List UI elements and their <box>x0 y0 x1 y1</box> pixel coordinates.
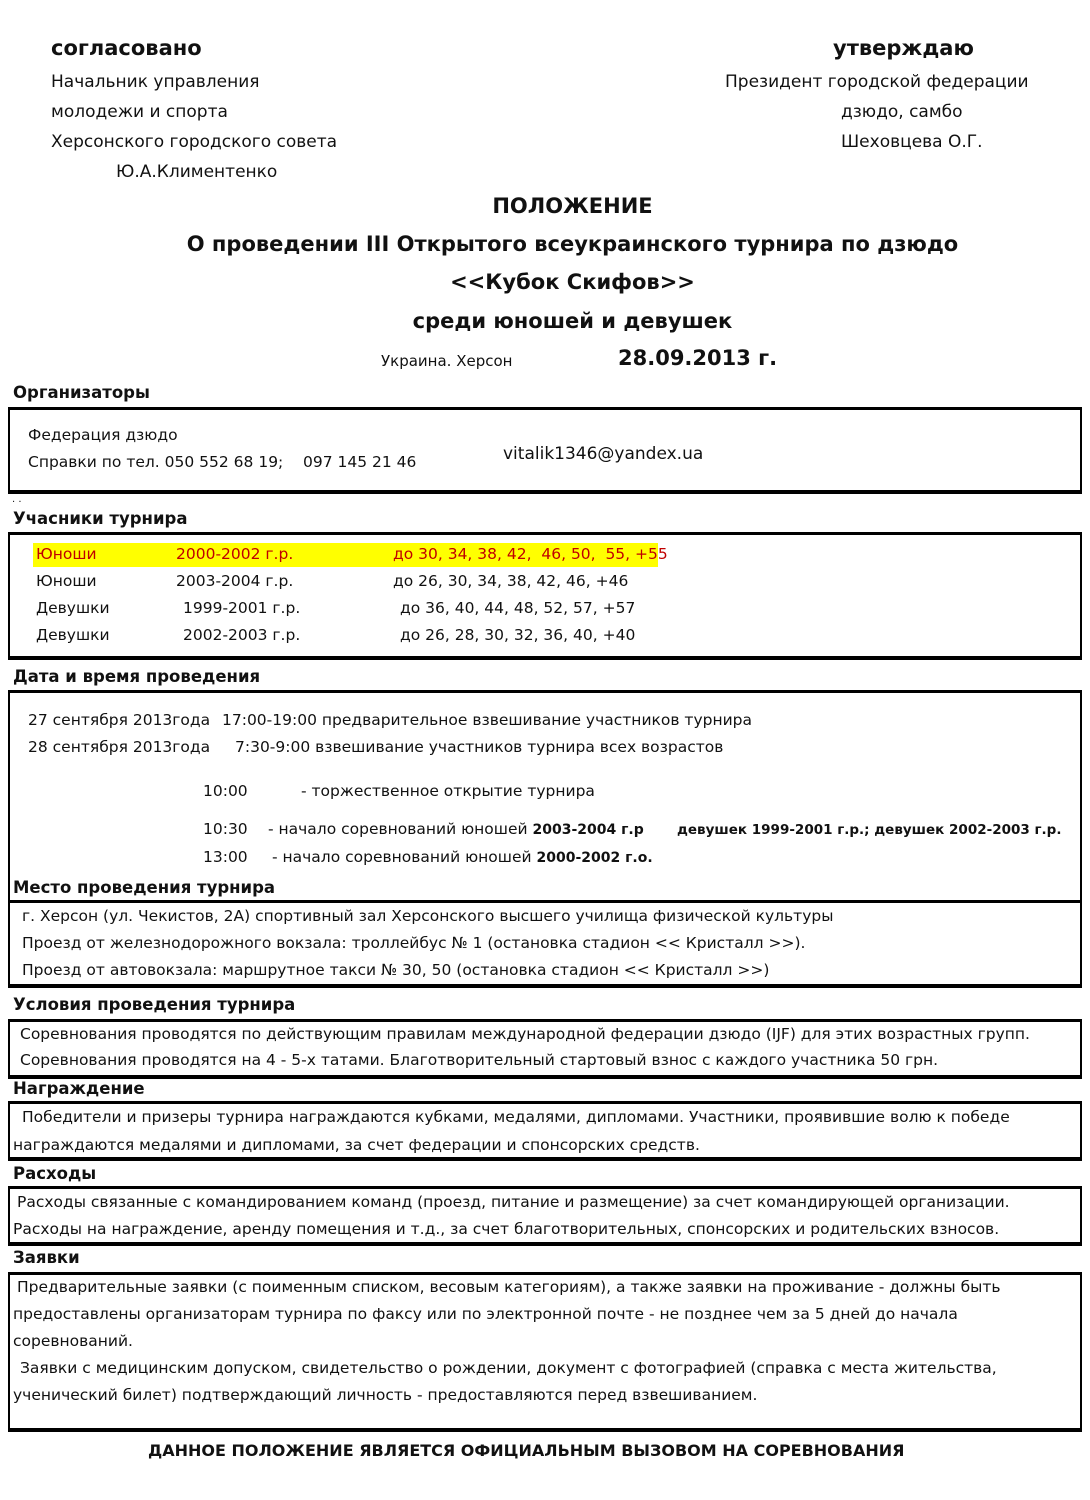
conditions-line: Соревнования проводятся на 4 - 5-х татами. Благотворительный стартовый взнос с каждого участника 50 грн. <box>20 1051 939 1069</box>
participant-years: 2003-2004 г.р. <box>176 572 294 590</box>
participant-years: 1999-2001 г.р. <box>183 599 301 617</box>
section-heading-venue: Место проведения турнира <box>13 878 276 897</box>
section-heading-conditions: Условия проведения турнира <box>13 995 296 1014</box>
agreed-line: молодежи и спорта <box>51 102 228 122</box>
schedule-day2-date: 28 сентября 2013года <box>28 738 211 756</box>
participant-weights: до 26, 30, 34, 38, 42, 46, +46 <box>393 572 629 590</box>
event-text-bold: 2003-2004 г.р <box>532 822 644 838</box>
approve-line: дзюдо, самбо <box>841 102 963 122</box>
event-time: 10:30 <box>203 820 248 838</box>
section-heading-expenses: Расходы <box>13 1164 97 1183</box>
approve-line: Президент городской федерации <box>725 72 1029 92</box>
title-line: ПОЛОЖЕНИЕ <box>492 194 653 218</box>
venue-line: Проезд от автовокзала: маршрутное такси № 30, 50 (остановка стадион << Кристалл >>) <box>22 961 770 979</box>
participant-years: 2002-2003 г.р. <box>183 626 301 644</box>
schedule-day1-date: 27 сентября 2013года <box>28 711 211 729</box>
event-extra: девушек 1999-2001 г.р.; девушек 2002-2003 г.р. <box>677 822 1062 838</box>
section-heading-applications: Заявки <box>13 1248 80 1267</box>
applications-line: Предварительные заявки (с поименным списком, весовым категориям), а также заявки на проживание - должны быть <box>17 1278 1001 1296</box>
section-heading-schedule: Дата и время проведения <box>13 667 261 686</box>
event-text-main: - начало соревнований юношей <box>272 848 537 866</box>
participant-weights: до 36, 40, 44, 48, 52, 57, +57 <box>400 599 636 617</box>
participant-weights: до 30, 34, 38, 42, 46, 50, 55, +55 <box>393 545 668 563</box>
title-line: О проведении III Открытого всеукраинского турнира по дзюдо <box>186 232 959 256</box>
title-line: <<Кубок Скифов>> <box>450 270 695 294</box>
agreed-line: Начальник управления <box>51 72 260 92</box>
official-call-footer: ДАННОЕ ПОЛОЖЕНИЕ ЯВЛЯЕТСЯ ОФИЦИАЛЬНЫМ ВЫЗОВОМ НА СОРЕВНОВАНИЯ <box>148 1441 905 1460</box>
applications-line: соревнований. <box>13 1332 133 1350</box>
event-text: - торжественное открытие турнира <box>301 782 595 800</box>
participant-years: 2000-2002 г.р. <box>176 545 294 563</box>
agreed-label: согласовано <box>51 36 202 60</box>
section-heading-organizers: Организаторы <box>13 383 150 402</box>
title-date: 28.09.2013 г. <box>618 346 778 370</box>
participant-group: Юноши <box>36 572 97 590</box>
title-place: Украина. Херсон <box>381 352 513 370</box>
stray-dots: . . <box>12 494 22 505</box>
applications-line: ученический билет) подтверждающий личность - предоставляются перед взвешиванием. <box>13 1386 758 1404</box>
event-text <box>272 848 653 866</box>
expenses-line: Расходы на награждение, аренду помещения и т.д., за счет благотворительных, спонсорских и родительских взносов. <box>13 1220 1000 1238</box>
venue-line: Проезд от железнодорожного вокзала: троллейбус № 1 (остановка стадион << Кристалл >>). <box>22 934 806 952</box>
approve-label: утверждаю <box>833 36 974 60</box>
title-line: среди юношей и девушек <box>412 309 733 333</box>
event-text <box>268 820 644 838</box>
applications-line: Заявки с медицинским допуском, свидетельство о рождении, документ с фотографией (справка с места жительства, <box>20 1359 997 1377</box>
expenses-line: Расходы связанные с командированием команд (проезд, питание и размещение) за счет командирующей организации. <box>17 1193 1010 1211</box>
event-text-main: - начало соревнований юношей <box>268 820 533 838</box>
approve-signatory: Шеховцева О.Г. <box>841 132 983 152</box>
participant-group: Юноши <box>36 545 97 563</box>
participant-group: Девушки <box>36 626 110 644</box>
section-heading-awards: Награждение <box>13 1079 145 1098</box>
organizer-phones: Справки по тел. 050 552 68 19; 097 145 21 46 <box>28 453 417 471</box>
organizer-email[interactable]: vitalik1346@yandex.ua <box>503 444 704 464</box>
participant-weights: до 26, 28, 30, 32, 36, 40, +40 <box>400 626 636 644</box>
schedule-day2-text: 7:30-9:00 взвешивание участников турнира всех возрастов <box>235 738 724 756</box>
conditions-line: Соревнования проводятся по действующим правилам международной федерации дзюдо (IJF) для этих возрастных групп. <box>20 1025 1030 1043</box>
event-time: 13:00 <box>203 848 248 866</box>
applications-line: предоставлены организаторам турнира по факсу или по электронной почте - не позднее чем за 5 дней до начала <box>13 1305 958 1323</box>
schedule-day1-text: 17:00-19:00 предварительное взвешивание участников турнира <box>222 711 753 729</box>
venue-line: г. Херсон (ул. Чекистов, 2А) спортивный зал Херсонского высшего училища физической культуры <box>22 907 834 925</box>
awards-line: награждаются медалями и дипломами, за счет федерации и спонсорских средств. <box>13 1136 700 1154</box>
organizer-name: Федерация дзюдо <box>28 426 178 444</box>
agreed-line: Херсонского городского совета <box>51 132 338 152</box>
section-heading-participants: Учасники турнира <box>13 509 188 528</box>
participant-group: Девушки <box>36 599 110 617</box>
awards-line: Победители и призеры турнира награждаются кубками, медалями, дипломами. Участники, проявившие волю к победе <box>22 1108 1010 1126</box>
event-time: 10:00 <box>203 782 248 800</box>
agreed-signatory: Ю.А.Климентенко <box>116 162 278 182</box>
applications-box <box>8 1272 1082 1432</box>
event-text-bold: 2000-2002 г.о. <box>536 850 653 866</box>
